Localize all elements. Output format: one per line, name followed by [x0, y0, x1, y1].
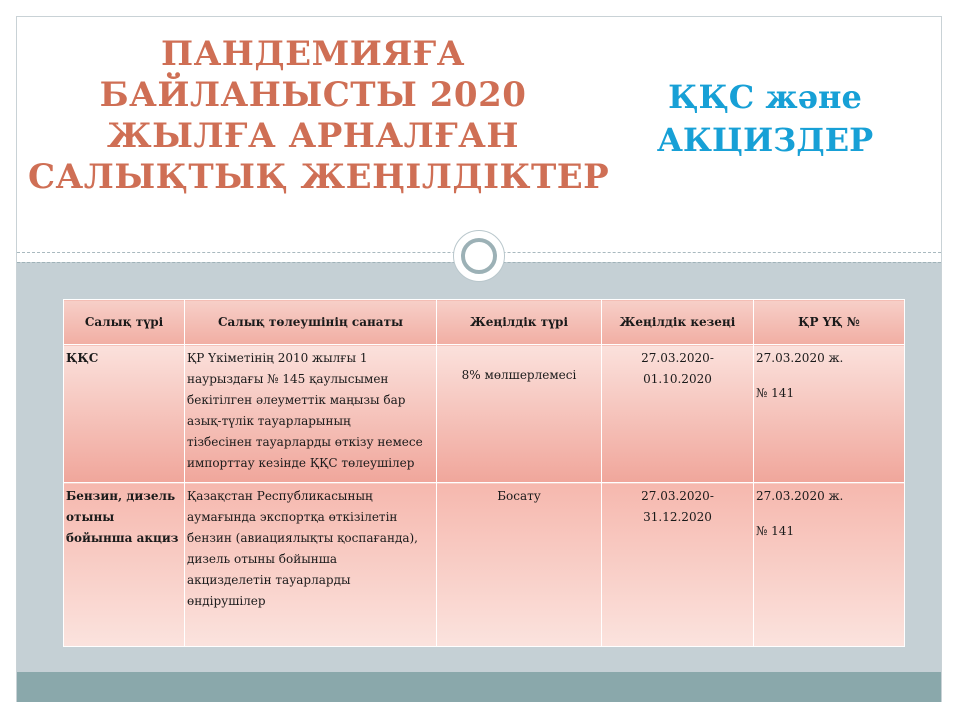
relief-period-cell — [602, 345, 754, 483]
title-line: ЖЫЛҒА АРНАЛҒАН — [107, 116, 519, 156]
column-header: Жеңілдік кезеңі — [602, 300, 754, 345]
cell-line: бекітілген әлеуметтік маңызы бар — [187, 393, 406, 407]
title-line: САЛЫҚТЫҚ ЖЕҢІЛДІКТЕР — [28, 157, 610, 197]
footer-bar — [17, 672, 941, 702]
subtitle-line: ҚҚС және — [668, 78, 862, 116]
cell-line: № 141 — [756, 524, 795, 538]
column-header: Салық төлеушінің санаты — [185, 300, 437, 345]
relief-period-cell — [602, 483, 754, 647]
title-line: БАЙЛАНЫСТЫ 2020 — [99, 75, 527, 115]
cell-line: бензин (авиациялықты қоспағанда), — [187, 531, 418, 545]
cell-line: тізбесінен тауарларды өткізу немесе — [187, 435, 423, 449]
title-line: ПАНДЕМИЯҒА — [161, 34, 465, 74]
cell-line: ҚР Үкіметінің 2010 жылғы 1 — [187, 351, 368, 365]
cell-line: № 141 — [756, 386, 795, 400]
column-header: Жеңілдік түрі — [437, 300, 602, 345]
cell-line: 31.12.2020 — [643, 510, 712, 524]
slide-subtitle — [630, 76, 900, 162]
slide-title — [28, 34, 610, 198]
cell-line: 8% мөлшерлемесі — [461, 368, 577, 382]
cell-line: өндірушілер — [187, 594, 266, 608]
column-header: Салық түрі — [64, 300, 185, 345]
cell-line: 27.03.2020 ж. — [756, 351, 844, 365]
tax-type-cell: ҚҚС — [64, 345, 185, 483]
ring-icon — [461, 238, 497, 274]
cell-line: дизель отыны бойынша — [187, 552, 338, 566]
relief-type-cell — [437, 345, 602, 483]
tax-type-cell: Бензин, дизель отыны бойынша акциз — [64, 483, 185, 647]
cell-line: 27.03.2020- — [641, 489, 714, 503]
cell-line: импорттау кезінде ҚҚС төлеушілер — [187, 456, 415, 470]
payer-category-cell — [185, 345, 437, 483]
payer-category-cell — [185, 483, 437, 647]
column-header: ҚР ҮҚ № — [754, 300, 905, 345]
cell-line: наурыздағы № 145 қаулысымен — [187, 372, 389, 386]
decree-cell — [754, 483, 905, 647]
cell-line: 27.03.2020- — [641, 351, 714, 365]
table-row — [64, 345, 905, 483]
tax-relief-table — [63, 299, 905, 647]
relief-type-cell — [437, 483, 602, 647]
cell-line: акцизделетін тауарларды — [187, 573, 351, 587]
cell-line: 27.03.2020 ж. — [756, 489, 844, 503]
table-row — [64, 483, 905, 647]
subtitle-line: АКЦИЗДЕР — [656, 121, 874, 159]
cell-line: Босату — [497, 489, 541, 503]
table-header-row — [64, 300, 905, 345]
cell-line: Қазақстан Республикасының — [187, 489, 373, 503]
decree-cell — [754, 345, 905, 483]
cell-line: азық-түлік тауарларының — [187, 414, 351, 428]
cell-line: аумағында экспортқа өткізілетін — [187, 510, 398, 524]
cell-line: 01.10.2020 — [643, 372, 712, 386]
